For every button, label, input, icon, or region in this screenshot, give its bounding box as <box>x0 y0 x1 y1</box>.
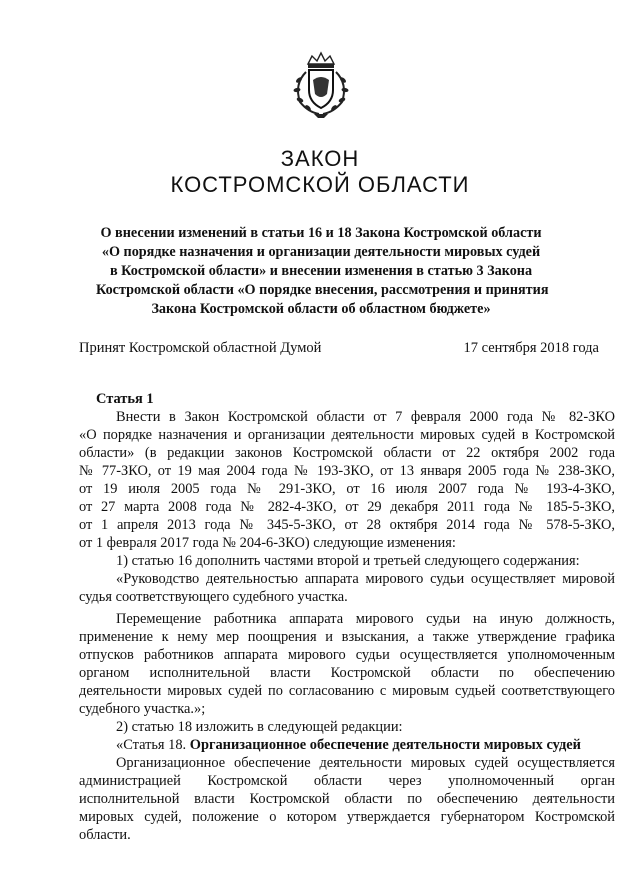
article18-line: мировых судей, положение о котором утверждается губернатором Костромской <box>79 809 615 825</box>
article18-line: области. <box>79 827 131 843</box>
paragraph-line: области» (в редакции законов Костромской области от 22 октября 2002 года <box>79 445 615 461</box>
paragraph-line: от 27 марта 2008 года № 282-4-ЗКО, от 29 декабря 2011 года № 185-5-ЗКО, <box>79 499 615 515</box>
paragraph-line: от 19 июля 2005 года № 291-ЗКО, от 16 июля 2007 года № 193-4-ЗКО, <box>79 481 615 497</box>
law-subject <box>96 224 549 319</box>
quote-line: судебного участка.»; <box>79 701 206 717</box>
law-body <box>79 390 615 844</box>
quote-line: деятельности мировых судей по согласованию с мировым судьей соответствующего <box>79 683 615 699</box>
coat-of-arms-emblem <box>286 50 356 120</box>
paragraph-line: «О порядке назначения и организации деятельности мировых судей в Костромской <box>79 427 615 443</box>
subject-line: «О порядке назначения и организации деятельности мировых судей <box>101 244 541 260</box>
article-heading: Статья 1 <box>96 391 154 407</box>
article18-prefix: «Статья 18. <box>116 737 190 753</box>
paragraph-line: Внести в Закон Костромской области от 7 февраля 2000 года № 82-ЗКО <box>116 409 615 425</box>
subject-line: Костромской области «О порядке внесения, рассмотрения и принятия <box>96 282 549 298</box>
article18-heading <box>79 736 615 754</box>
quote-line: Перемещение работника аппарата мирового судьи на иную должность, <box>116 611 615 627</box>
law-region-title: КОСТРОМСКОЙ ОБЛАСТИ <box>170 172 470 197</box>
subject-line: О внесении изменений в статьи 16 и 18 Закона Костромской области <box>100 225 542 241</box>
paragraph-line: от 1 апреля 2013 года № 345-5-ЗКО, от 28 октября 2014 года № 578-5-ЗКО, <box>79 517 615 533</box>
subject-line: Закона Костромской области об областном бюджете» <box>151 301 491 317</box>
paragraph-line: № 77-ЗКО, от 19 мая 2004 года № 193-ЗКО, от 13 января 2005 года № 238-ЗКО, <box>79 463 615 479</box>
quote-line: применение к нему мер поощрения и взыскания, а также утверждение графика <box>79 629 615 645</box>
article18-title: Организационное обеспечение деятельности мировых судей <box>189 737 581 753</box>
adoption-date: 17 сентября 2018 года <box>463 340 599 356</box>
law-title: ЗАКОН <box>280 146 360 171</box>
quote-line: органом исполнительной власти Костромской области по обеспечению <box>79 665 615 681</box>
subject-line: в Костромской области» и внесении изменения в статью 3 Закона <box>109 263 533 279</box>
amendment-item-2: 2) статью 18 изложить в следующей редакции: <box>116 719 403 735</box>
adoption-row <box>79 340 599 360</box>
quote-line: отпусков работников аппарата мирового судьи осуществляется уполномоченным <box>79 647 615 663</box>
quote-line: «Руководство деятельностью аппарата мирового судьи осуществляет мировой <box>116 571 615 587</box>
paragraph-line: от 1 февраля 2017 года № 204-6-ЗКО) следующие изменения: <box>79 535 456 551</box>
amendment-item-1: 1) статью 16 дополнить частями второй и третьей следующего содержания: <box>116 553 580 569</box>
article18-line: исполнительной власти Костромской области по обеспечению деятельности <box>79 791 615 807</box>
article18-line: Организационное обеспечение деятельности мировых судей осуществляется <box>116 755 615 771</box>
quote-line: судья соответствующего судебного участка. <box>79 589 348 605</box>
adopted-by: Принят Костромской областной Думой <box>79 340 322 356</box>
article18-line: администрацией Костромской области через уполномоченный орган <box>79 773 615 789</box>
